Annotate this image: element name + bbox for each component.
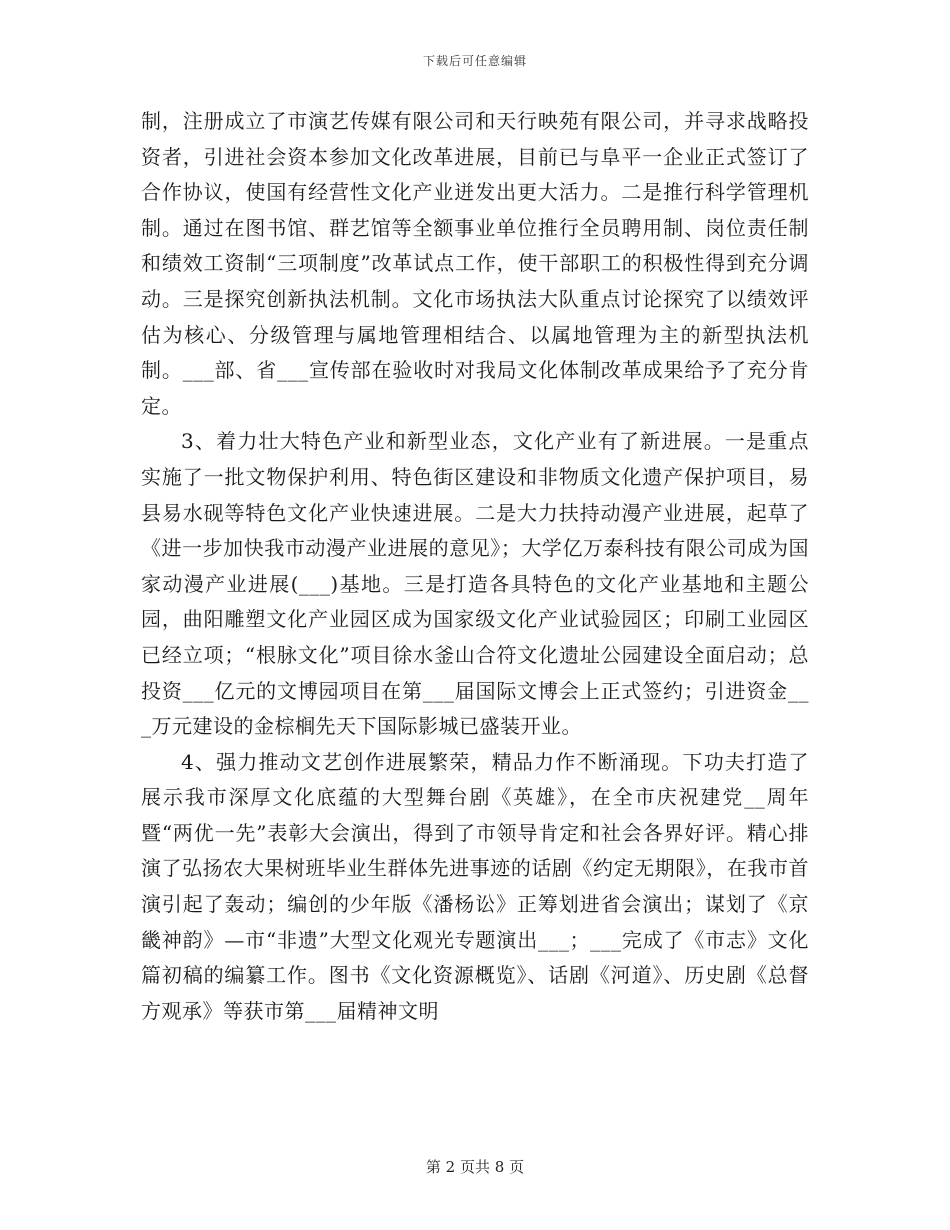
document-body	[141, 104, 809, 1029]
page-number: 第 2 页共 8 页	[425, 1158, 525, 1176]
paragraph-section-4: 4、强力推动文艺创作进展繁荣，精品力作不断涌现。下功夫打造了展示我市深厚文化底蕴的大型舞台剧《英雄》，在全市庆祝建党__周年暨“两优一先”表彰大会演出，得到了市领导肯定和社会各界好评。精心排演了弘扬农大果树班毕业生群体先进事迹的话剧《约定无期限》，在我市首演引起了轰动；编创的少年版《潘杨讼》正筹划进省会演出；谋划了《京畿神韵》—市“非遗”大型文化观光专题演出___；___完成了《市志》文化篇初稿的编纂工作。图书《文化资源概览》、话剧《河道》、历史剧《总督方观承》等获市第___届精神文明	[141, 749, 809, 1023]
page-header-note: 下载后可任意编辑	[422, 54, 527, 68]
paragraph-continuation: 制，注册成立了市演艺传媒有限公司和天行映苑有限公司，并寻求战略投资者，引进社会资本参加文化改革进展，目前已与阜平一企业正式签订了合作协议，使国有经营性文化产业迸发出更大活力。二是推行科学管理机制。通过在图书馆、群艺馆等全额事业单位推行全员聘用制、岗位责任制和绩效工资制“三项制度”改革试点工作，使干部职工的积极性得到充分调动。三是探究创新执法机制。文化市场执法大队重点讨论探究了以绩效评估为核心、分级管理与属地管理相结合、以属地管理为主的新型执法机制。___部、省___宣传部在验收时对我局文化体制改革成果给予了充分肯定。	[141, 109, 809, 418]
paragraph-section-3: 3、着力壮大特色产业和新型业态，文化产业有了新进展。一是重点实施了一批文物保护利用、特色街区建设和非物质文化遗产保护项目，易县易水砚等特色文化产业快速进展。二是大力扶持动漫产业进展，起草了《进一步加快我市动漫产业进展的意见》；大学亿万泰科技有限公司成为国家动漫产业进展(___)基地。三是打造各具特色的文化产业基地和主题公园，曲阳雕塑文化产业园区成为国家级文化产业试验园区；印刷工业园区已经立项；“根脉文化”项目徐水釜山合符文化遗址公园建设全面启动；总投资___亿元的文博园项目在第___届国际文博会上正式签约；引进资金___万元建设的金棕榈先天下国际影城已盛装开业。	[141, 429, 809, 739]
